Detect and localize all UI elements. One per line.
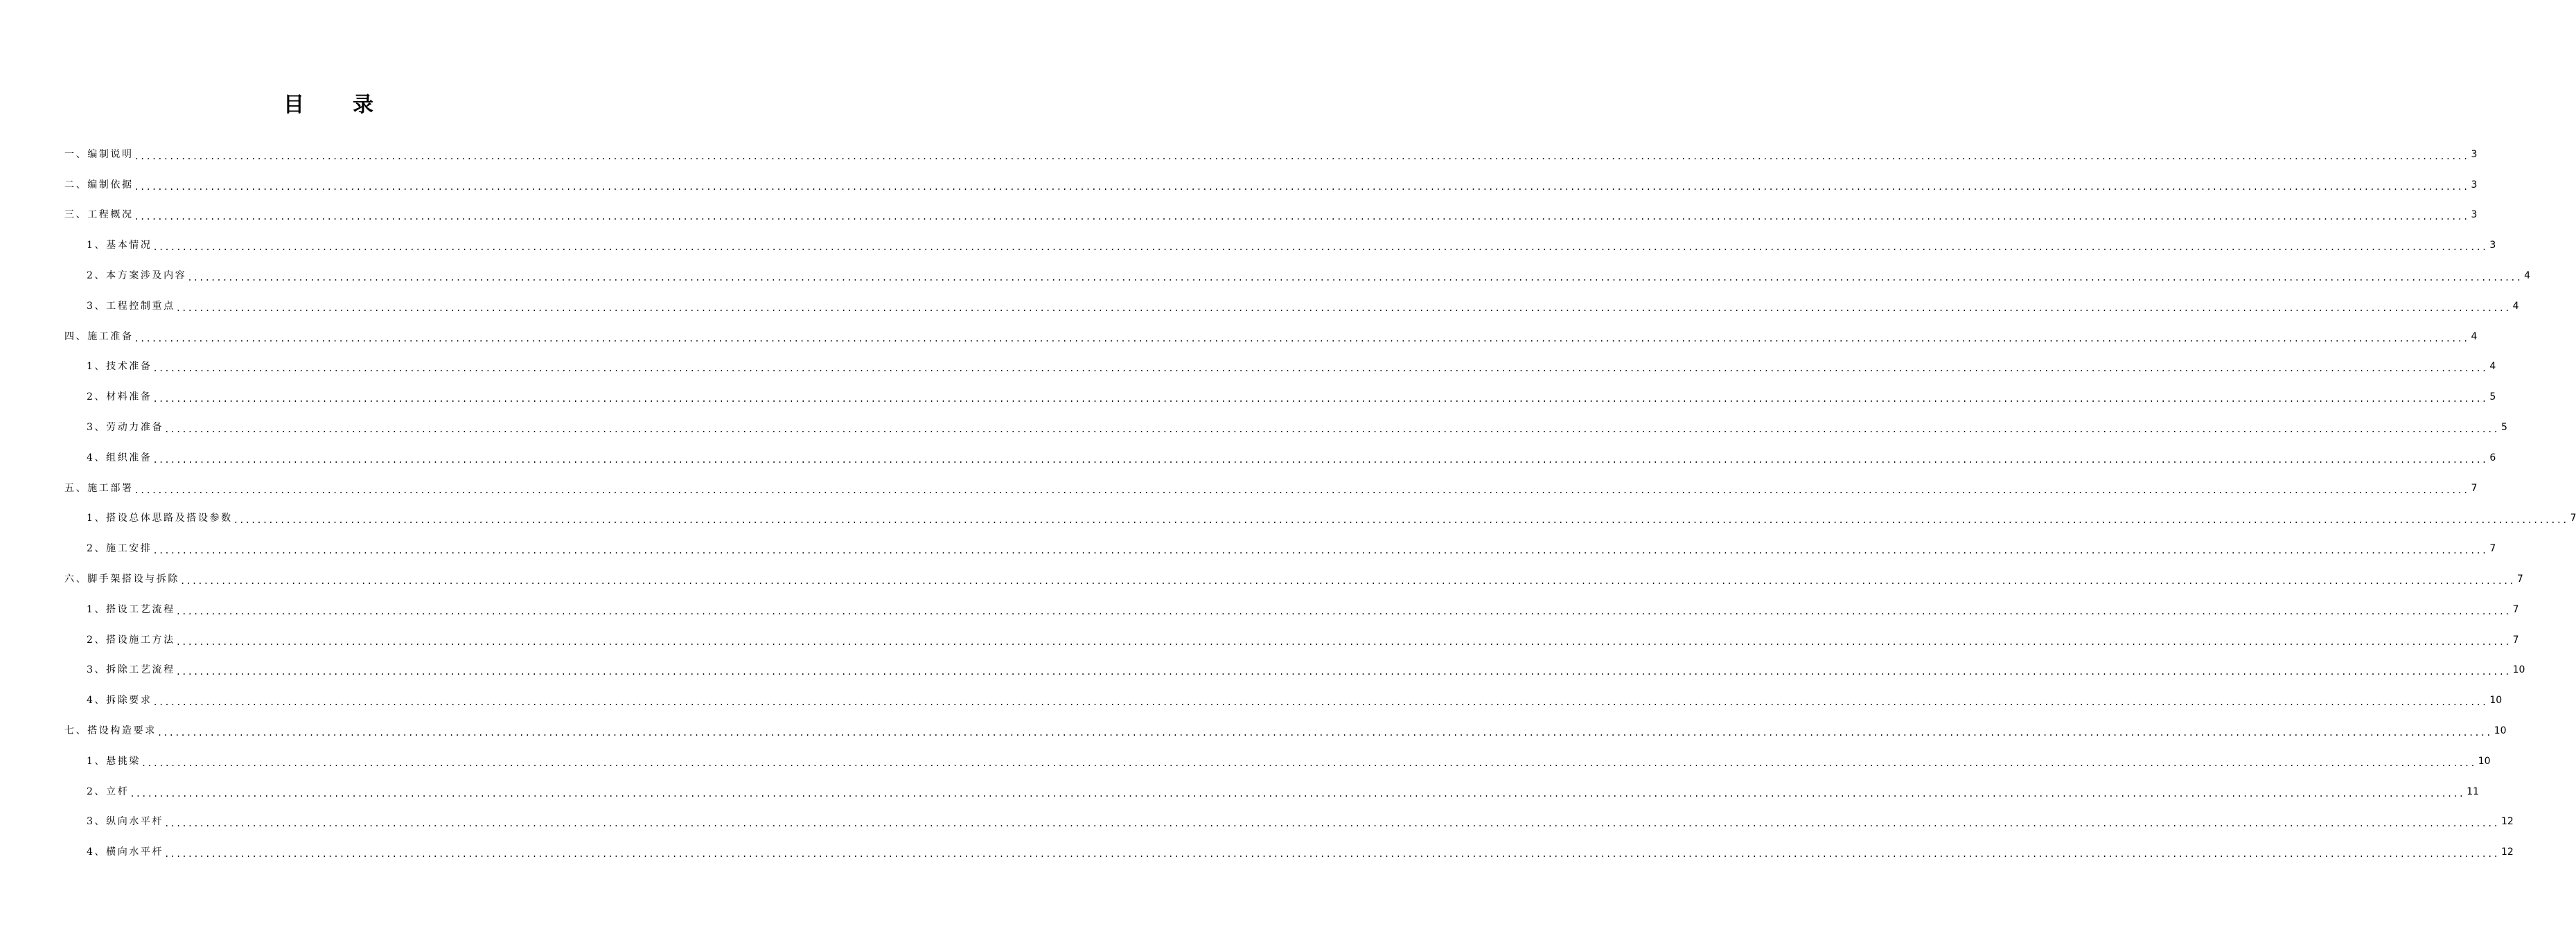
toc-entry-subsection[interactable]: [0, 352, 2496, 382]
toc-entry-label: 3、劳动力准备: [87, 422, 164, 434]
toc-entry-label: 4、横向水平杆: [87, 846, 164, 858]
toc-dot-leader: ................................................................................................................................................................................................................................................................................................................................................................................................................: [141, 758, 2476, 768]
toc-entry-label: 2、本方案涉及内容: [87, 270, 187, 282]
toc-page-number: 4: [2489, 361, 2496, 373]
toc-entry-subsection[interactable]: [0, 777, 2479, 807]
toc-entry-label: 1、搭设总体思路及搭设参数: [87, 513, 233, 524]
toc-entry-section[interactable]: [0, 200, 2478, 231]
toc-dot-leader: ................................................................................................................................................................................................................................................................................................................................................................................................................: [152, 698, 2488, 708]
toc-entry-label: 2、施工安排: [87, 543, 152, 555]
toc-dot-leader: ................................................................................................................................................................................................................................................................................................................................................................................................................: [152, 454, 2488, 465]
toc-dot-leader: ................................................................................................................................................................................................................................................................................................................................................................................................................: [134, 333, 2469, 344]
toc-dot-leader: ................................................................................................................................................................................................................................................................................................................................................................................................................: [187, 273, 2523, 283]
toc-dot-leader: ................................................................................................................................................................................................................................................................................................................................................................................................................: [164, 819, 2499, 829]
toc-page-number: 10: [2512, 664, 2525, 676]
toc-entry-label: 2、材料准备: [87, 391, 152, 403]
toc-entry-label: 六、脚手架搭设与拆除: [64, 574, 179, 585]
toc-dot-leader: ................................................................................................................................................................................................................................................................................................................................................................................................................: [180, 576, 2515, 587]
toc-entry-subsection[interactable]: [0, 443, 2496, 473]
toc-entry-subsection[interactable]: [0, 746, 2491, 777]
toc-entry-label: 3、拆除工艺流程: [87, 664, 175, 676]
toc-entry-label: 1、悬挑梁: [87, 755, 141, 767]
toc-entry-subsection[interactable]: [0, 685, 2503, 716]
toc-page-number: 4: [2524, 270, 2531, 282]
toc-entry-label: 1、基本情况: [87, 240, 152, 251]
toc-page-number: 10: [2489, 695, 2503, 707]
toc-entry-label: 4、组织准备: [87, 452, 152, 463]
toc-page-number: 7: [2489, 543, 2496, 555]
toc-entry-subsection[interactable]: [0, 655, 2525, 686]
toc-page-number: 7: [2516, 574, 2523, 585]
toc-page-number: 7: [2512, 603, 2519, 615]
toc-dot-leader: ................................................................................................................................................................................................................................................................................................................................................................................................................: [152, 394, 2488, 405]
toc-page-number: 7: [2512, 634, 2519, 646]
toc-entry-label: 一、编制说明: [64, 148, 134, 160]
toc-entry-subsection[interactable]: [0, 807, 2514, 837]
page-title: [0, 90, 658, 121]
toc-page-number: 5: [2500, 422, 2507, 434]
toc-dot-leader: ................................................................................................................................................................................................................................................................................................................................................................................................................: [134, 181, 2469, 192]
toc-entry-label: 二、编制依据: [64, 179, 134, 190]
toc-page-number: 11: [2467, 786, 2479, 797]
toc-dot-leader: ................................................................................................................................................................................................................................................................................................................................................................................................................: [175, 637, 2511, 647]
toc-entry-subsection[interactable]: [0, 382, 2496, 412]
title-char-1: 目: [283, 93, 306, 117]
toc-entry-section[interactable]: [0, 321, 2478, 352]
toc-dot-leader: ................................................................................................................................................................................................................................................................................................................................................................................................................: [164, 849, 2499, 860]
toc-entry-label: 2、搭设施工方法: [87, 634, 175, 646]
toc-entry-label: 3、工程控制重点: [87, 300, 175, 312]
toc-entry-label: 七、搭设构造要求: [64, 725, 157, 737]
toc-page-number: 4: [2512, 300, 2519, 312]
toc-page-number: 10: [2494, 725, 2507, 737]
toc-entry-label: 2、立杆: [87, 786, 130, 797]
toc-entry-label: 五、施工部署: [64, 482, 134, 494]
toc-entry-label: 四、施工准备: [64, 330, 134, 342]
toc-entry-section[interactable]: [0, 139, 2478, 170]
toc-page-number: 7: [2471, 482, 2478, 494]
toc-dot-leader: ................................................................................................................................................................................................................................................................................................................................................................................................................: [152, 364, 2488, 374]
toc-dot-leader: ................................................................................................................................................................................................................................................................................................................................................................................................................: [134, 151, 2469, 161]
toc-dot-leader: ................................................................................................................................................................................................................................................................................................................................................................................................................: [157, 728, 2492, 738]
toc-page-number: 3: [2471, 148, 2478, 160]
toc-page-number: 6: [2489, 452, 2496, 463]
toc-dot-leader: ................................................................................................................................................................................................................................................................................................................................................................................................................: [130, 788, 2465, 799]
toc-entry-label: 1、搭设工艺流程: [87, 603, 175, 615]
toc-page-number: 12: [2500, 816, 2514, 828]
toc-entry-subsection[interactable]: [0, 837, 2514, 867]
toc-page-number: 3: [2489, 240, 2496, 251]
toc-entry-subsection[interactable]: [0, 230, 2496, 260]
toc-entry-label: 1、技术准备: [87, 361, 152, 373]
toc-entry-subsection[interactable]: [0, 594, 2519, 625]
toc-dot-leader: ................................................................................................................................................................................................................................................................................................................................................................................................................: [175, 667, 2511, 677]
toc-entry-subsection[interactable]: [0, 260, 2531, 291]
toc-dot-leader: ................................................................................................................................................................................................................................................................................................................................................................................................................: [152, 242, 2488, 253]
toc-entry-subsection[interactable]: [0, 291, 2519, 321]
toc-dot-leader: ................................................................................................................................................................................................................................................................................................................................................................................................................: [134, 212, 2469, 222]
toc-page-number: 10: [2478, 755, 2491, 767]
toc-dot-leader: ................................................................................................................................................................................................................................................................................................................................................................................................................: [175, 303, 2511, 313]
toc-dot-leader: ................................................................................................................................................................................................................................................................................................................................................................................................................: [164, 425, 2499, 435]
toc-entry-section[interactable]: [0, 564, 2523, 594]
toc-entry-section[interactable]: [0, 716, 2507, 746]
toc-entry-subsection[interactable]: [0, 504, 2576, 534]
toc-page-number: 12: [2500, 846, 2514, 858]
toc-dot-leader: ................................................................................................................................................................................................................................................................................................................................................................................................................: [175, 606, 2511, 617]
toc-page-number: 5: [2489, 391, 2496, 403]
toc-dot-leader: ................................................................................................................................................................................................................................................................................................................................................................................................................: [134, 485, 2469, 495]
toc-entry-subsection[interactable]: [0, 625, 2519, 655]
toc-page-number: 7: [2570, 513, 2576, 524]
toc-page-number: 3: [2471, 209, 2478, 221]
toc-page-number: 4: [2471, 330, 2478, 342]
title-char-2: 录: [353, 93, 375, 117]
toc-entry-section[interactable]: [0, 170, 2478, 200]
toc-page-number: 3: [2471, 179, 2478, 190]
table-of-contents: [0, 139, 2576, 867]
toc-entry-label: 3、纵向水平杆: [87, 816, 164, 828]
toc-dot-leader: ................................................................................................................................................................................................................................................................................................................................................................................................................: [152, 546, 2488, 556]
toc-dot-leader: ................................................................................................................................................................................................................................................................................................................................................................................................................: [233, 515, 2568, 526]
toc-entry-label: 三、工程概况: [64, 209, 134, 221]
toc-entry-section[interactable]: [0, 473, 2478, 504]
toc-entry-subsection[interactable]: [0, 533, 2496, 564]
toc-entry-subsection[interactable]: [0, 412, 2507, 443]
toc-entry-label: 4、拆除要求: [87, 695, 152, 707]
